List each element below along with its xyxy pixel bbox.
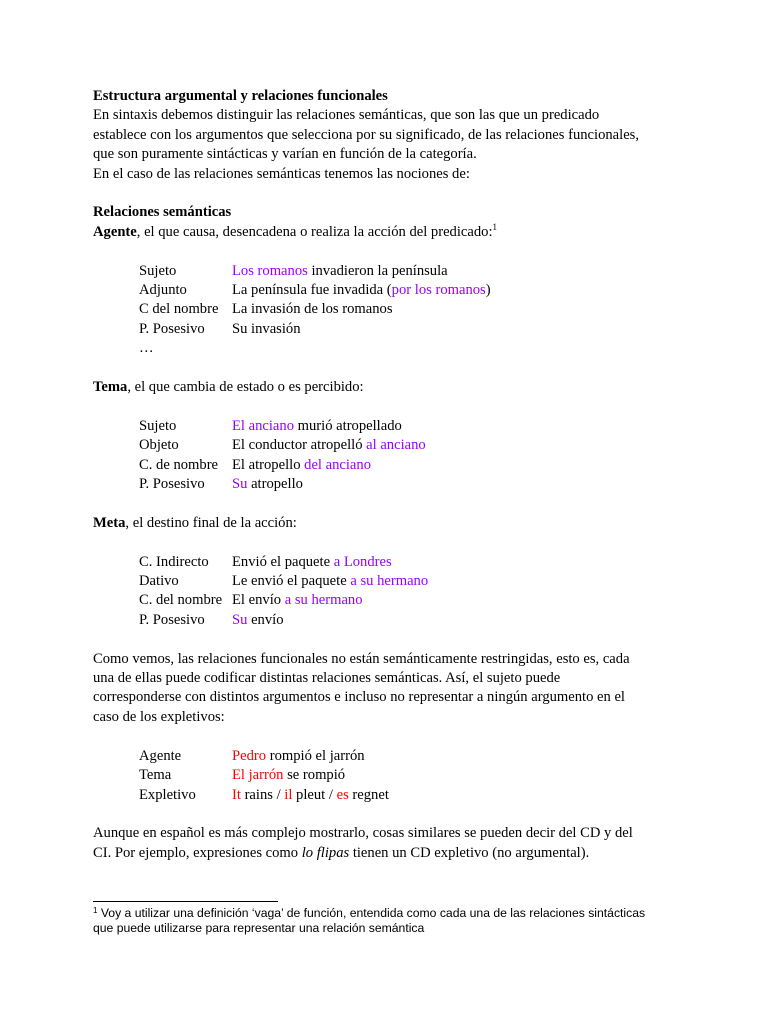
example-row [139, 475, 693, 494]
tema-definition: Tema, el que cambia de estado o es percibido: [93, 379, 364, 396]
example-sentence [232, 611, 284, 630]
example-row [139, 553, 693, 572]
example-row [139, 339, 693, 358]
como-vemos-line: Como vemos, las relaciones funcionales no están semánticamente restringidas, esto es, cada [93, 650, 630, 667]
example-row [139, 572, 693, 591]
como-vemos-line: caso de los expletivos: [93, 708, 225, 725]
example-label: C. del nombre [139, 592, 223, 609]
highlighted-constituent: il [284, 786, 293, 803]
sentence-fragment: rompió el jarrón [266, 747, 365, 764]
closing-line: Aunque en español es más complejo mostrarlo, cosas similares se pueden decir del CD y del [93, 825, 633, 842]
sentence-fragment: El envío [232, 592, 285, 609]
sentence-fragment: Su invasión [232, 320, 301, 337]
example-label: Tema [139, 767, 172, 784]
meta-definition: Meta, el destino final de la acción: [93, 514, 297, 531]
example-sentence [232, 456, 371, 475]
intro-line: que son puramente sintácticas y varían en función de la categoría. [93, 146, 477, 163]
sentence-fragment: regnet [348, 786, 389, 803]
example-label: Dativo [139, 573, 179, 590]
example-row [139, 786, 693, 805]
example-sentence [232, 553, 392, 572]
example-label: P. Posesivo [139, 320, 205, 337]
highlighted-constituent: Su [232, 476, 248, 493]
document-title: Estructura argumental y relaciones funcionales [93, 88, 388, 104]
example-row [139, 766, 693, 785]
sentence-fragment: La invasión de los romanos [232, 301, 393, 318]
agente-examples [93, 262, 693, 359]
section-heading: Relaciones semánticas [93, 204, 232, 221]
highlighted-constituent: a su hermano [350, 573, 429, 590]
agente-definition: Agente, el que causa, desencadena o realiza la acción del predicado:$^1$ [93, 221, 498, 240]
example-label: … [139, 340, 154, 357]
como-vemos-line: corresponderse con distintos argumentos e incluso no representar a ningún argumento en el [93, 689, 625, 706]
example-sentence [232, 572, 428, 591]
highlighted-constituent: Su [232, 611, 248, 628]
example-label: C. de nombre [139, 456, 219, 473]
intro-line: En el caso de las relaciones semánticas tenemos las nociones de: [93, 165, 470, 182]
example-sentence [232, 300, 393, 319]
example-sentence [232, 766, 345, 785]
closing-line: CI. Por ejemplo, expresiones como lo flipas tienen un CD expletivo (no argumental). [93, 844, 590, 861]
sentence-fragment: envío [247, 611, 284, 628]
example-label: Agente [139, 747, 182, 764]
example-sentence [232, 436, 426, 455]
example-row [139, 436, 693, 455]
example-label: Sujeto [139, 262, 177, 279]
example-row [139, 611, 693, 630]
sujeto-examples [93, 747, 693, 805]
example-row [139, 300, 693, 319]
footnote-mark: 1 [492, 221, 498, 232]
highlighted-constituent: a Londres [333, 553, 392, 570]
example-label: C del nombre [139, 301, 219, 318]
sentence-fragment: ) [485, 282, 491, 299]
example-sentence [232, 786, 389, 805]
example-row [139, 417, 693, 436]
meta-examples [93, 553, 693, 631]
sentence-fragment: invadieron la península [307, 262, 448, 279]
example-sentence [232, 475, 303, 494]
example-sentence [232, 417, 402, 436]
example-label: P. Posesivo [139, 611, 205, 628]
example-row [139, 262, 693, 281]
example-row [139, 281, 693, 300]
footnote [93, 906, 653, 935]
example-row [139, 591, 693, 610]
footnote-text: Voy a utilizar una definición ‘vaga’ de función, entendida como cada una de las relaciones sintácticas que puede utilizarse para representar una relación semántica [93, 906, 646, 935]
highlighted-constituent: a su hermano [284, 592, 363, 609]
highlighted-constituent: El anciano [232, 417, 294, 434]
example-sentence [232, 320, 301, 339]
example-sentence [232, 262, 448, 281]
highlighted-constituent: al anciano [366, 437, 426, 454]
example-label: C. Indirecto [139, 553, 209, 570]
example-sentence [232, 747, 365, 766]
example-label: Objeto [139, 437, 179, 454]
tema-examples [93, 417, 693, 495]
sentence-fragment: El atropello [232, 456, 305, 473]
sentence-fragment: Envió el paquete [232, 553, 334, 570]
example-label: Expletivo [139, 786, 196, 803]
highlighted-constituent: It [232, 786, 241, 803]
sentence-fragment: Le envió el paquete [232, 573, 351, 590]
example-row [139, 320, 693, 339]
sentence-fragment: se rompió [283, 767, 346, 784]
sentence-fragment: murió atropellado [294, 417, 402, 434]
sentence-fragment: rains / [240, 786, 285, 803]
document-body [93, 87, 693, 863]
footnote-number: 1 [93, 906, 98, 915]
highlighted-constituent: por los romanos [391, 282, 486, 299]
highlighted-constituent: Pedro [232, 747, 267, 764]
example-label: Sujeto [139, 417, 177, 434]
footnote-separator [93, 901, 278, 902]
example-row [139, 456, 693, 475]
sentence-fragment: atropello [247, 476, 303, 493]
highlighted-constituent: del anciano [304, 456, 371, 473]
example-sentence [232, 591, 363, 610]
highlighted-constituent: El jarrón [232, 767, 284, 784]
italic-example: lo flipas [301, 844, 350, 861]
intro-line: establece con los argumentos que selecciona por su significado, de las relaciones funcionales, [93, 126, 639, 143]
intro-line: En sintaxis debemos distinguir las relaciones semánticas, que son las que un predicado [93, 107, 600, 124]
example-label: Adjunto [139, 282, 187, 299]
highlighted-constituent: es [336, 786, 349, 803]
example-label: P. Posesivo [139, 476, 205, 493]
como-vemos-line: una de ellas puede codificar distintas relaciones semánticas. Así, el sujeto puede [93, 670, 561, 687]
sentence-fragment: pleut / [292, 786, 337, 803]
highlighted-constituent: Los romanos [232, 262, 308, 279]
sentence-fragment: El conductor atropelló [232, 437, 367, 454]
example-row [139, 747, 693, 766]
sentence-fragment: La península fue invadida ( [232, 282, 392, 299]
example-sentence [232, 281, 491, 300]
